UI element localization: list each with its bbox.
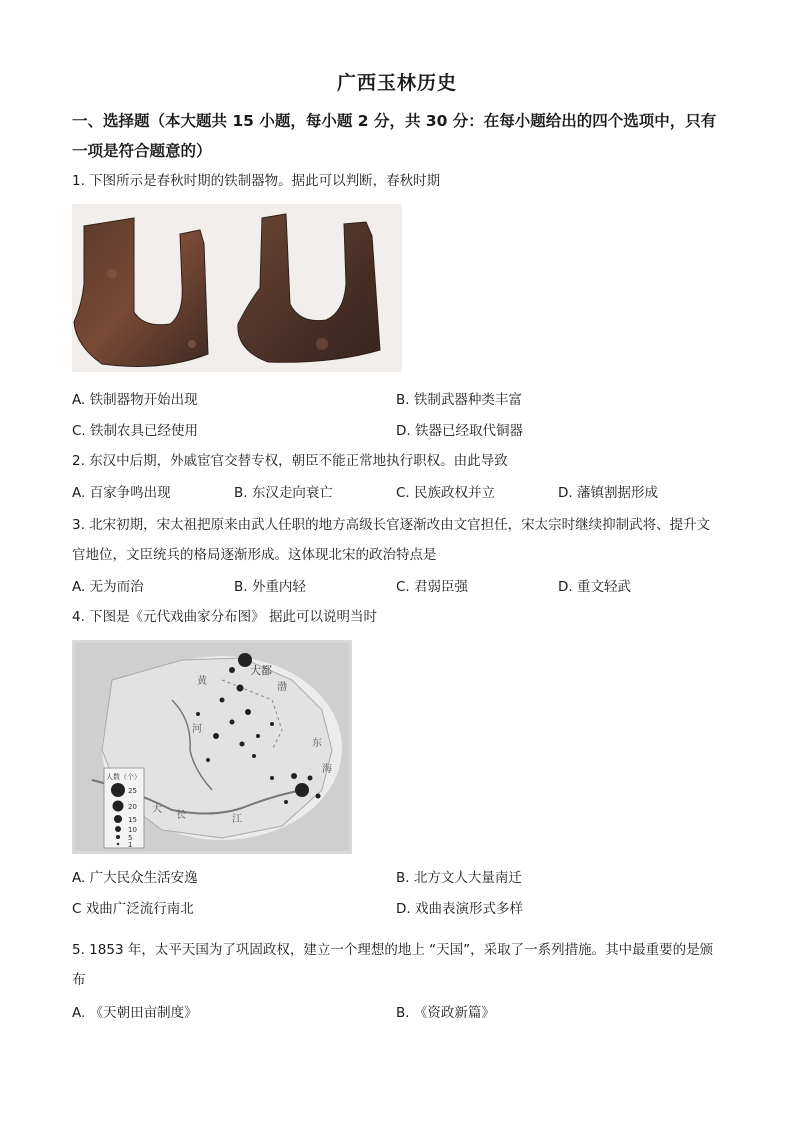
question-4-stem: 4. 下图是《元代戏曲家分布图》 据此可以说明当时 [72, 609, 377, 625]
map-legend-title: 人数（个） [106, 773, 141, 781]
iron-tools-photo [72, 204, 402, 372]
map-label-dadu: 大都 [250, 664, 272, 677]
q2-option-b: B. 东汉走向衰亡 [234, 485, 333, 501]
legend-value-10: 10 [128, 826, 137, 834]
q3-option-c: C. 君弱臣强 [396, 579, 469, 595]
yuan-dramatists-map [72, 640, 352, 854]
section-heading: 一、选择题（本大题共 15 小题，每小题 2 分，共 30 分：在每小题给出的四个选项中，只有一项是符合题意的） [72, 112, 717, 160]
map-label-dong: 东 [312, 738, 322, 749]
q4-option-d: D. 戏曲表演形式多样 [396, 901, 523, 917]
map-label-chang: 长 [176, 810, 186, 821]
map-label-hai: 海 [322, 764, 332, 775]
q1-option-d: D. 铁器已经取代铜器 [396, 423, 523, 439]
q2-option-d: D. 藩镇割据形成 [558, 485, 658, 501]
legend-value-15: 15 [128, 816, 137, 824]
q4-option-b: B. 北方文人大量南迁 [396, 870, 522, 886]
question-5-stem: 5. 1853 年，太平天国为了巩固政权，建立一个理想的地上 “天国”，采取了一系列措施。其中最重要的是颁布 [72, 942, 714, 988]
question-3-stem: 3. 北宋初期，宋太祖把原来由武人任职的地方高级长官逐渐改由文官担任，宋太宗时继续抑制武将、提升文官地位，文臣统兵的格局逐渐形成。这体现北宋的政治特点是 [72, 517, 711, 563]
q1-option-a: A. 铁制器物开始出现 [72, 392, 198, 408]
map-label-bo: 渤 [277, 682, 287, 693]
q1-option-b: B. 铁制武器种类丰富 [396, 392, 522, 408]
legend-value-25: 25 [128, 787, 137, 795]
map-label-da: 大 [152, 804, 162, 815]
q1-option-c: C. 铁制农具已经使用 [72, 423, 199, 439]
q2-option-a: A. 百家争鸣出现 [72, 485, 171, 501]
q3-option-d: D. 重文轻武 [558, 579, 631, 595]
q4-option-a: A. 广大民众生活安逸 [72, 870, 198, 886]
map-label-huang: 黄 [197, 676, 207, 687]
q2-option-c: C. 民族政权并立 [396, 485, 496, 501]
legend-value-5: 5 [128, 834, 133, 842]
q5-option-b: B. 《资政新篇》 [396, 1005, 495, 1021]
map-label-he: 河 [192, 724, 202, 735]
legend-value-20: 20 [128, 803, 137, 811]
question-1-stem: 1. 下图所示是春秋时期的铁制器物。据此可以判断，春秋时期 [72, 173, 441, 189]
q3-option-b: B. 外重内轻 [234, 579, 306, 595]
question-2-stem: 2. 东汉中后期，外戚宦官交替专权，朝臣不能正常地执行职权。由此导致 [72, 453, 508, 469]
q5-option-a: A. 《天朝田亩制度》 [72, 1005, 198, 1021]
map-label-jiang: 江 [232, 814, 242, 825]
legend-value-1: 1 [128, 841, 133, 849]
q3-option-a: A. 无为而治 [72, 579, 144, 595]
q4-option-c: C 戏曲广泛流行南北 [72, 901, 194, 917]
page-title: 广西玉林历史 [336, 72, 457, 94]
